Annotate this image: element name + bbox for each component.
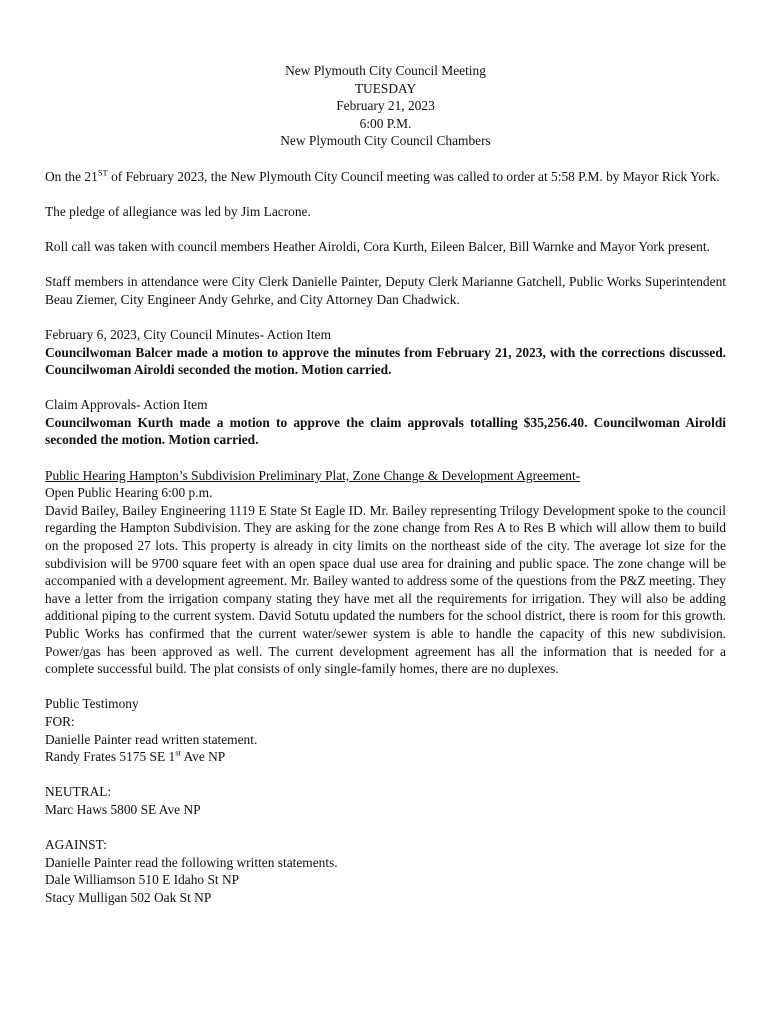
public-hearing-title: Public Hearing Hampton’s Subdivision Preliminary Plat, Zone Change & Development Agreement- — [45, 467, 581, 483]
minutes-item — [45, 326, 726, 379]
claims-item-motion: Councilwoman Kurth made a motion to approve the claim approvals totalling $35,256.40. Councilwoman Airoldi seconded the motion. Motion carried. — [45, 414, 726, 448]
testimony-against-line: Stacy Mulligan 502 Oak St NP — [45, 889, 212, 905]
testimony-for-label: FOR: — [45, 713, 75, 729]
testimony-against-label: AGAINST: — [45, 837, 107, 853]
claims-item-title: Claim Approvals- Action Item — [45, 397, 208, 413]
testimony-for-line: Danielle Painter read written statement. — [45, 731, 258, 747]
testimony-neutral-line: Marc Haws 5800 SE Ave NP — [45, 801, 201, 817]
public-hearing-open: Open Public Hearing 6:00 p.m. — [45, 485, 213, 501]
testimony-neutral-section — [45, 783, 726, 818]
testimony-neutral-label: NEUTRAL: — [45, 784, 112, 800]
testimony-against-section — [45, 836, 726, 906]
meeting-header — [45, 62, 726, 150]
testimony-for-section — [45, 695, 726, 765]
testimony-heading: Public Testimony — [45, 696, 139, 712]
public-hearing-body: David Bailey, Bailey Engineering 1119 E State St Eagle ID. Mr. Bailey representing Trilogy Development spoke to the council regarding the Hampton Subdivision. They are asking for the zone change from Res A to Res B which will allow them to build on the proposed 27 lots. This property is already in city limits on the northeast side of the city. The average lot size for the subdivision will be 9700 square feet with an open space dual use area for draining and public space. The zone change will be accompanied with a development agreement. Mr. Bailey wanted to address some of the questions from the P&Z meeting. They have a letter from the irrigation company stating they have met all the requirements for irrigation. They will also be adding additional piping to the current system. David Sotutu updated the numbers for the school district, there is room for this growth. Public Works has confirmed that the current water/sewer system is able to handle the capacity of this new subdivision. Power/gas has been approved as well. The current development agreement has all the information that is needed for a complete successful build. The plat consists of only single-family homes, there are no duplexes. — [45, 502, 726, 677]
header-title: New Plymouth City Council Meeting — [285, 63, 486, 78]
header-location: New Plymouth City Council Chambers — [280, 133, 491, 149]
staff-paragraph: Staff members in attendance were City Clerk Danielle Painter, Deputy Clerk Marianne Gatchell, Public Works Superintendent Beau Ziemer, City Engineer Andy Gehrke, and City Attorney Dan Chadwick. — [45, 274, 726, 307]
claims-item — [45, 396, 726, 449]
public-hearing-section — [45, 467, 726, 678]
pledge-paragraph: The pledge of allegiance was led by Jim Lacrone. — [45, 203, 311, 219]
call-to-order-paragraph — [45, 168, 726, 186]
testimony-against-line: Dale Williamson 510 E Idaho St NP — [45, 872, 240, 888]
testimony-for-line — [45, 748, 726, 766]
call-to-order-sup: ST — [97, 167, 108, 178]
header-time: 6:00 P.M. — [359, 115, 412, 131]
minutes-item-title: February 6, 2023, City Council Minutes- Action Item — [45, 326, 332, 342]
roll-call-paragraph: Roll call was taken with council members Heather Airoldi, Cora Kurth, Eileen Balcer, Bill Warnke and Mayor York present. — [45, 238, 710, 254]
call-to-order-post: of February 2023, the New Plymouth City Council meeting was called to order at 5:58 P.M. by Mayor Rick York. — [107, 168, 720, 184]
testimony-for-line2-post: Ave NP — [180, 749, 226, 765]
minutes-item-motion: Councilwoman Balcer made a motion to approve the minutes from February 21, 2023, with the corrections discussed. Councilwoman Airoldi seconded the motion. Motion carried. — [45, 344, 726, 378]
header-day: TUESDAY — [354, 80, 417, 96]
call-to-order-pre: On the 21 — [45, 168, 98, 184]
testimony-for-line2-sup: st — [175, 747, 181, 758]
testimony-for-line2-pre: Randy Frates 5175 SE 1 — [45, 749, 176, 765]
testimony-against-line: Danielle Painter read the following written statements. — [45, 854, 338, 870]
document-page — [45, 62, 726, 924]
header-date: February 21, 2023 — [336, 98, 435, 114]
